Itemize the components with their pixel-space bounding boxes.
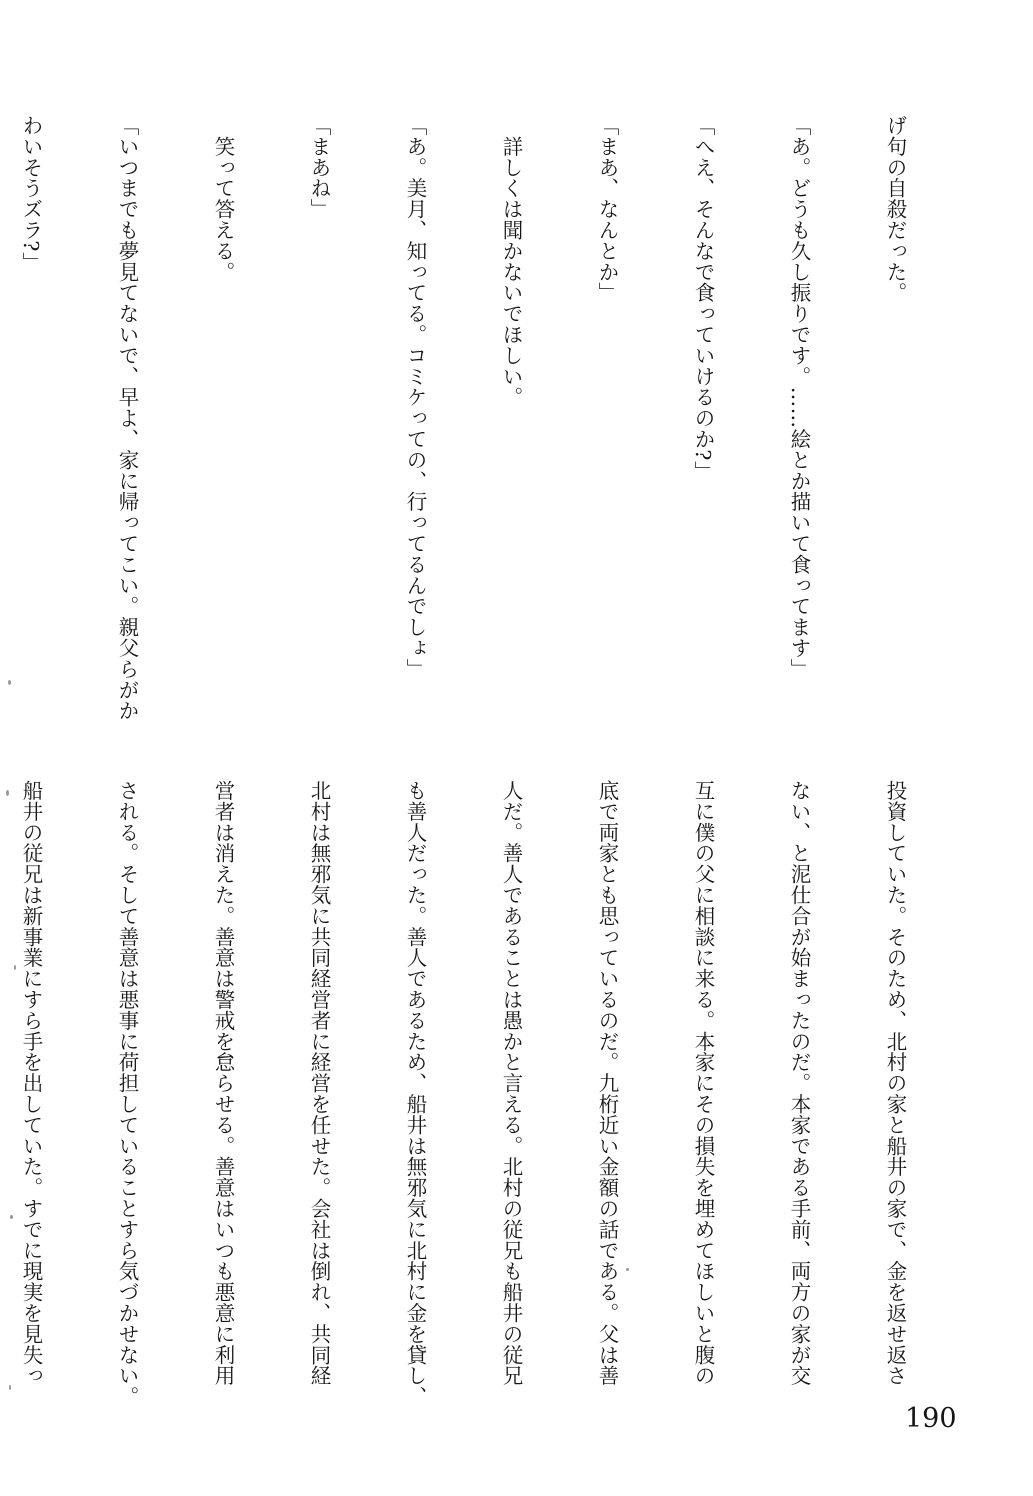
text-line: げ句の自殺だった。 — [883, 115, 907, 304]
scan-speck — [6, 790, 9, 796]
lower-text-block — [19, 780, 975, 1407]
page-number: 190 — [905, 1403, 957, 1434]
text-line: 北村は無邪気に共同経営者に経営を任せた。会社は倒れ、共同経 — [307, 780, 331, 1387]
text-line: 人だ。善人であることは愚かと言える。北村の従兄も船井の従兄 — [499, 780, 523, 1387]
text-line: 「へえ、そんなで食っていけるのか?」 — [691, 115, 715, 482]
text-line: される。そして善意は悪事に荷担していることすら気づかせない。 — [115, 780, 139, 1407]
text-line: 底で両家とも思っているのだ。九桁近い金額の話である。父は善 — [595, 780, 619, 1387]
scan-speck — [10, 1215, 13, 1219]
text-line: 「いつまでも夢見てないで、早よ、家に帰ってこい。親父らがか — [115, 115, 139, 722]
scan-speck — [14, 965, 16, 970]
upper-text-block — [19, 115, 975, 740]
scan-speck — [8, 680, 11, 685]
text-line: も善人だった。善人であるため、船井は無邪気に北村に金を貸し、 — [403, 780, 427, 1407]
text-line: 船井の従兄は新事業にすら手を出していた。すでに現実を見失っ — [19, 780, 43, 1387]
text-line: 笑って答える。 — [211, 115, 235, 283]
text-line: 「あ。どうも久し振りです。……絵とか描いて食ってます」 — [787, 115, 811, 680]
text-line: 詳しくは聞かないでほしい。 — [499, 115, 523, 408]
scan-speck — [626, 1268, 629, 1271]
text-line: 互に僕の父に相談に来る。本家にその損失を埋めてほしいと腹の — [691, 780, 715, 1387]
scan-speck — [9, 1385, 11, 1390]
text-line: 「あ。美月、知ってる。コミケっての、行ってるんでしょ」 — [403, 115, 427, 680]
text-line: 「まあね」 — [307, 115, 331, 220]
text-line: ない、と泥仕合が始まったのだ。本家である手前、両方の家が交 — [787, 780, 811, 1387]
text-line: 営者は消えた。善意は警戒を怠らせる。善意はいつも悪意に利用 — [211, 780, 235, 1387]
text-line: わいそうズラ?」 — [19, 115, 43, 273]
text-line: 投資していた。そのため、北村の家と船井の家で、金を返せ返さ — [883, 780, 907, 1387]
text-line: 「まあ、なんとか」 — [595, 115, 619, 304]
